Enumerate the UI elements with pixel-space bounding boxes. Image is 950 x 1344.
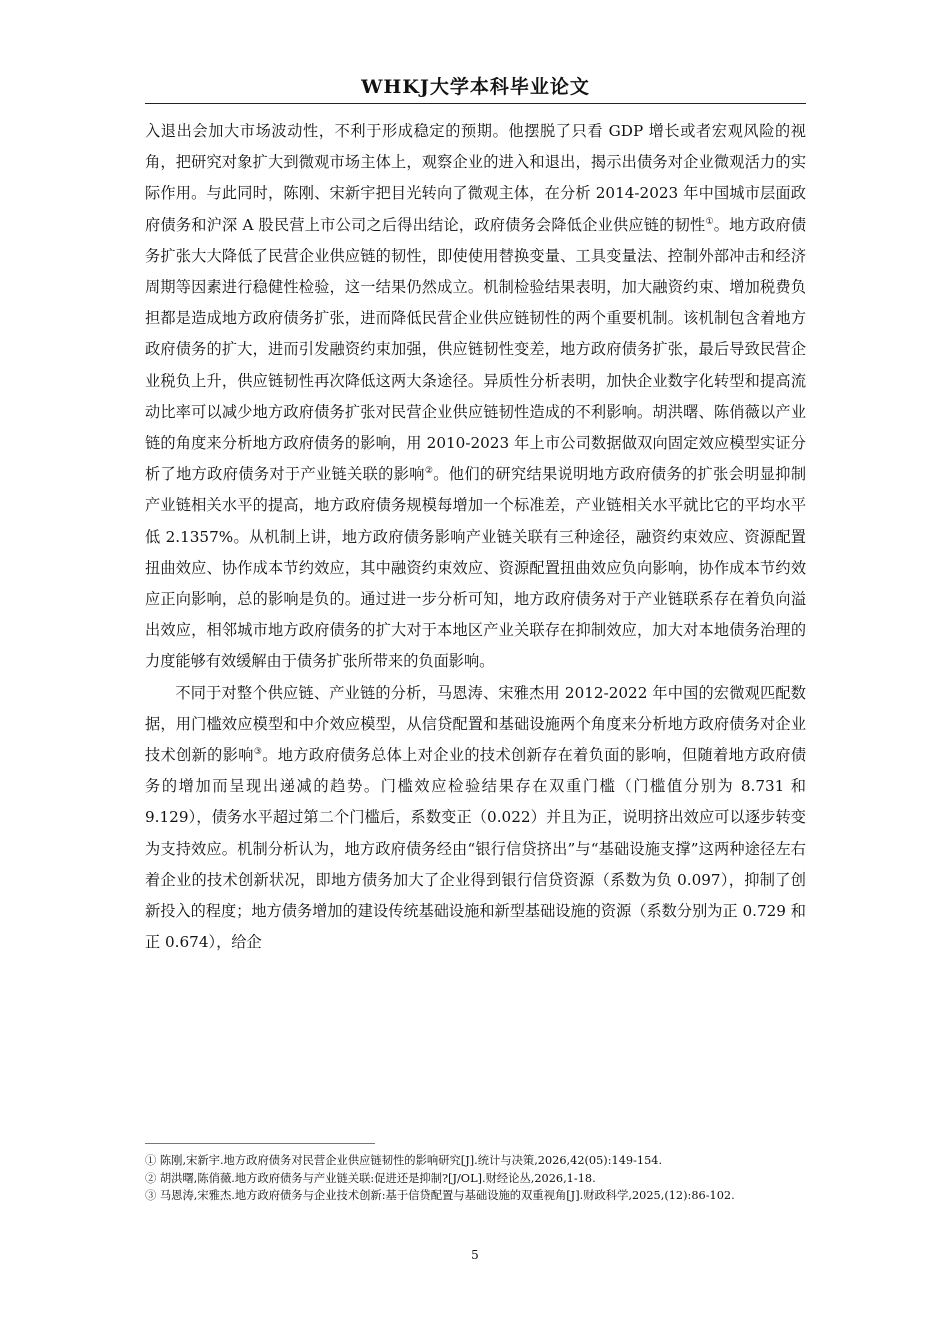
paragraph-2 [145, 678, 806, 959]
paragraph-1-part-3: 。他们的研究结果说明地方政府债务的扩张会明显抑制产业链相关水平的提高，地方政府债务规模每增加一个标准差，产业链相关水平就比它的平均水平低 2.1357%。从机制上讲，地方政府债务影响产业链关联有三种途径，融资约束效应、资源配置扭曲效应、协作成本节约效应，其中融资约束效应、资源配置扭曲效应负向影响，协作成本节约效应正向影响，总的影响是负的。通过进一步分析可知，地方政府债务对于产业链联系存在着负向溢出效应，相邻城市地方政府债务的扩大对于本地区产业关联存在抑制效应，加大对本地债务治理的力度能够有效缓解由于债务扩张所带来的负面影响。 [145, 465, 807, 671]
paragraph-2-part-1: 不同于对整个供应链、产业链的分析，马恩涛、宋雅杰用 2012-2022 年中国的宏微观匹配数据，用门槛效应模型和中介效应模型，从信贷配置和基础设施两个角度来分析地方政府债务对企业技术创新的影响 [145, 683, 806, 765]
footnote-ref-3[interactable]: ③ [253, 747, 263, 757]
page-number: 5 [471, 1248, 479, 1262]
body-text [145, 116, 806, 958]
footnote-1: ① 陈刚,宋新宇.地方政府债务对民营企业供应链韧性的影响研究[J].统计与决策,2026,42(05):149-154. [145, 1154, 663, 1167]
footnotes [145, 1152, 806, 1205]
paragraph-1-part-1: 入退出会加大市场波动性，不利于形成稳定的预期。他摆脱了只看 GDP 增长或者宏观风险的视角，把研究对象扩大到微观市场主体上，观察企业的进入和退出，揭示出债务对企业微观活力的实际作用。与此同时，陈刚、宋新宇把目光转向了微观主体，在分析 2014-2023 年中国城市层面政府债务和沪深 A 股民营上市公司之后得出结论，政府债务会降低企业供应链的韧性 [145, 122, 806, 234]
paragraph-1 [145, 116, 806, 678]
paragraph-2-part-2: 。地方政府债务总体上对企业的技术创新存在着负面的影响，但随着地方政府债务的增加而呈现出递减的趋势。门槛效应检验结果存在双重门槛（门槛值分别为 8.731 和 9.129），债务水平超过第二个门槛后，系数变正（0.022）并且为正，说明挤出效应可以逐步转变为支持效应。机制分析认为，地方政府债务经由“银行信贷挤出”与“基础设施支撑”这两种途径左右着企业的技术创新状况，即地方债务加大了企业得到银行信贷资源（系数为负 0.097），抑制了创新投入的程度；地方债务增加的建设传统基础设施和新型基础设施的资源（系数分别为正 0.729 和正 0.674），给企 [145, 746, 807, 952]
running-header: WHKJ大学本科毕业论文 [361, 76, 590, 98]
footnote-ref-1[interactable]: ① [705, 216, 714, 227]
paragraph-1-part-2: 。地方政府债务扩张大大降低了民营企业供应链的韧性，即使使用替换变量、工具变量法、控制外部冲击和经济周期等因素进行稳健性检验，这一结果仍然成立。机制检验结果表明，加大融资约束、增加税费负担都是造成地方政府债务扩张，进而降低民营企业供应链韧性的两个重要机制。该机制包含着地方政府债务的扩大，进而引发融资约束加强，供应链韧性变差，地方政府债务扩张，最后导致民营企业税负上升，供应链韧性再次降低这两大条途径。异质性分析表明，加快企业数字化转型和提高流动比率可以减少地方政府债务扩张对民营企业供应链韧性造成的不利影响。胡洪曙、陈俏薇以产业链的角度来分析地方政府债务的影响，用 2010-2023 年上市公司数据做双向固定效应模型实证分析了地方政府债务对于产业链关联的影响 [145, 215, 807, 484]
footnote-2: ② 胡洪曙,陈俏薇.地方政府债务与产业链关联:促进还是抑制?[J/OL].财经论丛,2026,1-18. [145, 1171, 596, 1185]
footnote-3: ③ 马恩涛,宋雅杰.地方政府债务与企业技术创新:基于信贷配置与基础设施的双重视角[J].财政科学,2025,(12):86-102. [145, 1189, 735, 1202]
header-rule [145, 103, 806, 104]
footnote-ref-2[interactable]: ② [424, 466, 434, 477]
footnote-rule [145, 1143, 375, 1144]
